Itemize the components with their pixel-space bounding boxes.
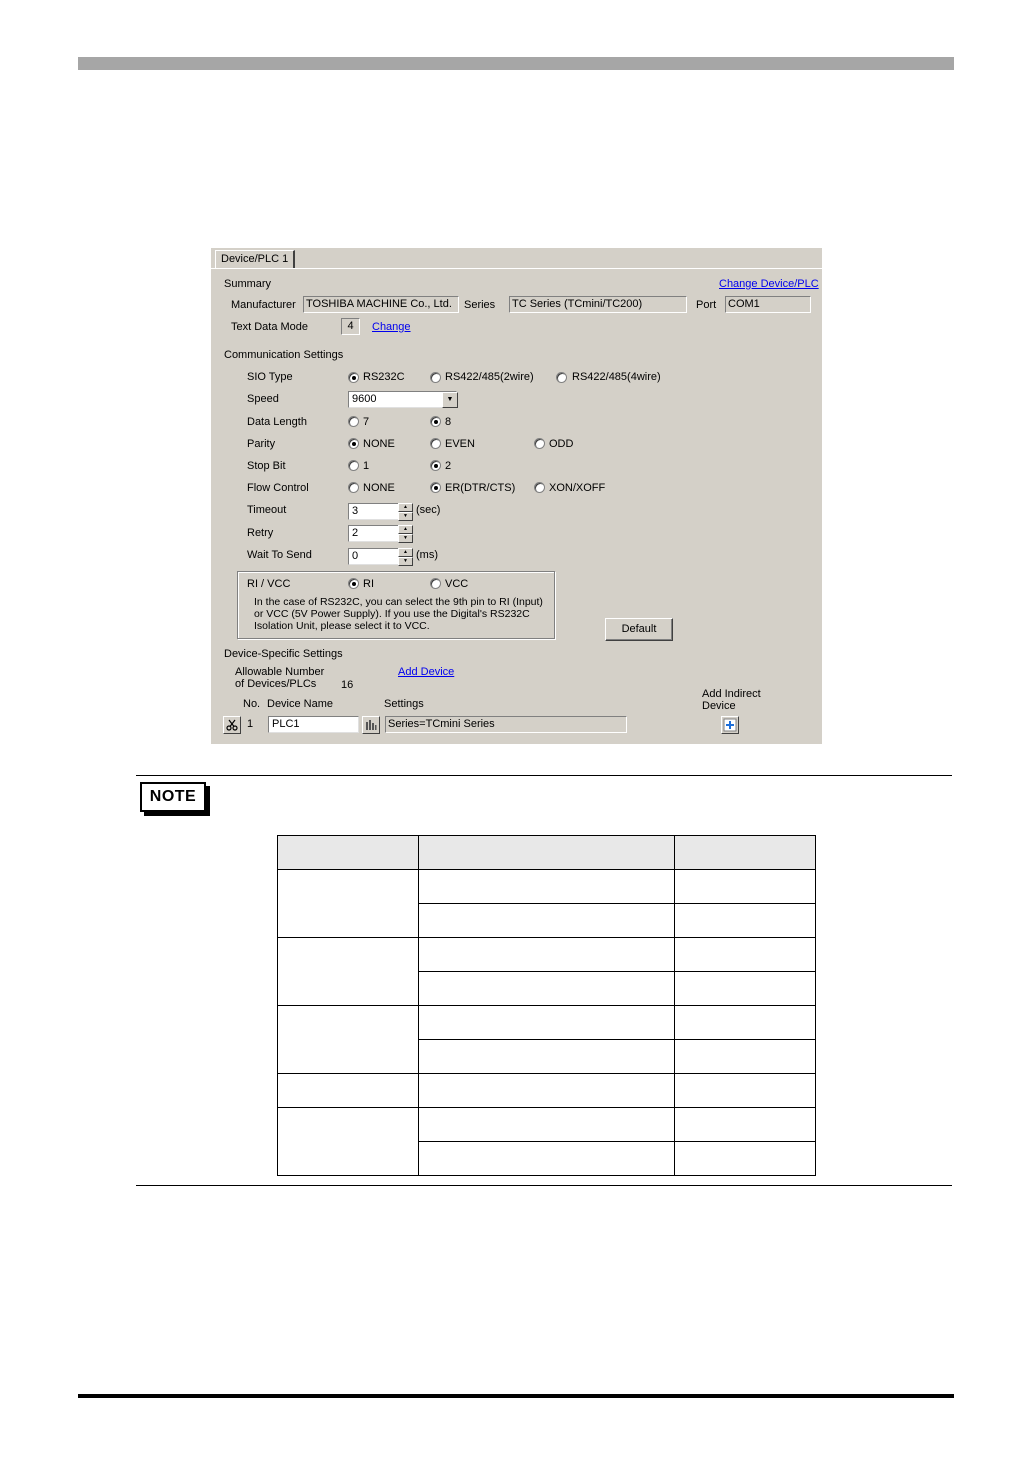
parity-even-radio[interactable]	[430, 438, 441, 449]
table-header-cell	[278, 836, 419, 870]
table-cell	[419, 938, 675, 972]
column-no-header: No.	[243, 698, 261, 710]
stop-bit-1-label: 1	[363, 460, 370, 472]
parity-label: Parity	[247, 438, 276, 450]
data-length-8-radio[interactable]	[430, 416, 441, 427]
sio-rs422-4wire-label: RS422/485(4wire)	[572, 371, 661, 383]
port-field: COM1	[725, 296, 811, 313]
parity-none-radio[interactable]	[348, 438, 359, 449]
device-row-no: 1	[247, 718, 254, 730]
device-plc-settings-dialog	[211, 248, 822, 744]
add-device-link[interactable]: Add Device	[398, 666, 455, 678]
stop-bit-1-radio[interactable]	[348, 460, 359, 471]
table-cell	[419, 1142, 675, 1176]
tab-divider	[211, 268, 822, 269]
table-row	[278, 1006, 816, 1040]
device-specific-settings-heading: Device-Specific Settings	[224, 648, 343, 660]
flow-er-radio[interactable]	[430, 482, 441, 493]
stop-bit-2-radio[interactable]	[430, 460, 441, 471]
table-row	[278, 870, 816, 904]
settings-icon[interactable]	[362, 716, 380, 734]
column-device-name-header: Device Name	[267, 698, 334, 710]
retry-spinner[interactable]: ▲ ▼	[398, 525, 412, 541]
table-header-cell	[419, 836, 675, 870]
add-indirect-device-icon[interactable]	[721, 716, 739, 734]
change-text-mode-link[interactable]: Change	[372, 321, 411, 333]
ri-vcc-note-line-3: Isolation Unit, please select it to VCC.	[254, 620, 430, 632]
table-cell	[675, 1006, 816, 1040]
stop-bit-2-label: 2	[445, 460, 452, 472]
wait-to-send-unit: (ms)	[416, 549, 438, 561]
default-button[interactable]: Default	[605, 618, 673, 641]
column-settings-header: Settings	[384, 698, 424, 710]
data-length-7-label: 7	[363, 416, 370, 428]
table-header-cell	[675, 836, 816, 870]
sio-rs422-2wire-radio[interactable]	[430, 372, 441, 383]
table-row	[278, 1074, 816, 1108]
table-row	[278, 938, 816, 972]
data-length-7-radio[interactable]	[348, 416, 359, 427]
ri-vcc-note-line-1: In the case of RS232C, you can select the 9th pin to RI (Input)	[254, 596, 543, 608]
table-cell	[675, 1108, 816, 1142]
vcc-label: VCC	[445, 578, 469, 590]
add-indirect-device-label-2: Device	[702, 700, 736, 712]
ri-vcc-note-line-2: or VCC (5V Power Supply). If you use the Digital's RS232C	[254, 608, 530, 620]
chevron-down-icon[interactable]: ▼	[442, 392, 458, 408]
data-length-8-label: 8	[445, 416, 452, 428]
timeout-unit: (sec)	[416, 504, 441, 516]
table-cell	[278, 1074, 419, 1108]
ri-label: RI	[363, 578, 374, 590]
sio-rs232c-radio[interactable]	[348, 372, 359, 383]
communication-settings-heading: Communication Settings	[224, 349, 344, 361]
table-cell	[278, 1006, 419, 1074]
flow-none-label: NONE	[363, 482, 395, 494]
parity-odd-radio[interactable]	[534, 438, 545, 449]
table-cell	[419, 904, 675, 938]
sio-type-label: SIO Type	[247, 371, 293, 383]
text-data-mode-field: 4	[341, 318, 360, 335]
ri-vcc-label: RI / VCC	[247, 578, 291, 590]
wait-to-send-spinner[interactable]: ▲ ▼	[398, 548, 412, 564]
table-cell	[675, 1142, 816, 1176]
allowable-number-value: 16	[341, 679, 354, 691]
table-cell	[278, 938, 419, 1006]
flow-control-label: Flow Control	[247, 482, 309, 494]
flow-xon-label: XON/XOFF	[549, 482, 606, 494]
note-badge: NOTE	[140, 782, 206, 812]
tab-device-plc-1[interactable]: Device/PLC 1	[215, 250, 295, 268]
table-cell	[419, 1074, 675, 1108]
table-cell	[278, 1108, 419, 1176]
sio-rs232c-label: RS232C	[363, 371, 405, 383]
speed-select[interactable]: 9600	[348, 391, 457, 408]
summary-heading: Summary	[224, 278, 272, 290]
table-header-row	[278, 836, 816, 870]
retry-input[interactable]: 2	[348, 525, 413, 542]
table-cell	[675, 972, 816, 1006]
table-cell	[675, 870, 816, 904]
note-top-rule	[136, 775, 952, 776]
table-cell	[675, 1074, 816, 1108]
table-cell	[419, 870, 675, 904]
table-cell	[675, 904, 816, 938]
table-cell	[419, 1006, 675, 1040]
allowable-number-label-1: Allowable Number	[235, 666, 325, 678]
vcc-radio[interactable]	[430, 578, 441, 589]
note-bottom-rule	[136, 1185, 952, 1186]
text-data-mode-label: Text Data Mode	[231, 321, 309, 333]
page-footer-bar	[78, 1394, 954, 1398]
ri-radio[interactable]	[348, 578, 359, 589]
timeout-spinner[interactable]: ▲ ▼	[398, 503, 412, 519]
table-row	[278, 1108, 816, 1142]
table-cell	[419, 972, 675, 1006]
series-field: TC Series (TCmini/TC200)	[509, 296, 687, 313]
add-indirect-device-label-1: Add Indirect	[702, 688, 761, 700]
table-cell	[419, 1108, 675, 1142]
allowable-number-label-2: of Devices/PLCs	[235, 678, 317, 690]
device-settings-field: Series=TCmini Series	[385, 716, 627, 733]
series-label: Series	[464, 299, 496, 311]
timeout-label: Timeout	[247, 504, 287, 516]
speed-label: Speed	[247, 393, 279, 405]
retry-label: Retry	[247, 527, 274, 539]
manufacturer-label: Manufacturer	[231, 299, 296, 311]
sio-rs422-2wire-label: RS422/485(2wire)	[445, 371, 534, 383]
table-cell	[278, 870, 419, 938]
sio-rs422-4wire-radio[interactable]	[556, 372, 567, 383]
flow-none-radio[interactable]	[348, 482, 359, 493]
device-name-input[interactable]: PLC1	[268, 716, 359, 733]
table-cell	[675, 938, 816, 972]
stop-bit-label: Stop Bit	[247, 460, 286, 472]
wait-to-send-input[interactable]: 0	[348, 548, 413, 565]
timeout-input[interactable]: 3	[348, 503, 413, 520]
parity-odd-label: ODD	[549, 438, 574, 450]
cut-icon[interactable]	[223, 716, 241, 734]
flow-xon-radio[interactable]	[534, 482, 545, 493]
parity-none-label: NONE	[363, 438, 395, 450]
data-length-label: Data Length	[247, 416, 307, 428]
wait-to-send-label: Wait To Send	[247, 549, 312, 561]
flow-er-label: ER(DTR/CTS)	[445, 482, 516, 494]
port-label: Port	[696, 299, 717, 311]
page-header-bar	[78, 57, 954, 70]
note-table	[277, 835, 816, 1176]
change-device-plc-link[interactable]: Change Device/PLC	[719, 278, 819, 290]
table-cell	[675, 1040, 816, 1074]
manufacturer-field: TOSHIBA MACHINE Co., Ltd.	[303, 296, 459, 313]
parity-even-label: EVEN	[445, 438, 475, 450]
table-cell	[419, 1040, 675, 1074]
